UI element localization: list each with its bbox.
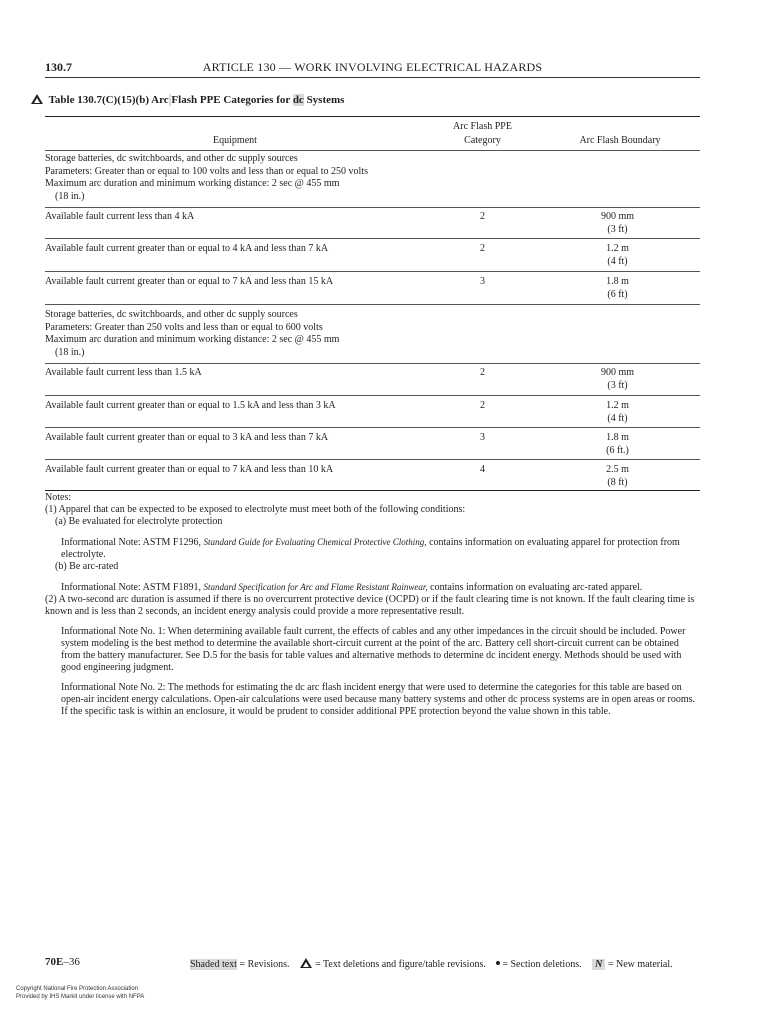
boundary-imperial: (3 ft) bbox=[607, 379, 628, 391]
info-note-text: contains information on evaluating arc-rated apparel. bbox=[430, 582, 643, 593]
boundary-imperial: (4 ft) bbox=[607, 255, 628, 267]
group1-line3: Maximum arc duration and minimum working distance: 2 sec @ 455 mm bbox=[45, 178, 340, 189]
table-row-equipment: Available fault current greater than or equal to 7 kA and less than 15 kA bbox=[45, 276, 334, 287]
legend-shaded-text: = Revisions. bbox=[239, 959, 290, 970]
informational-note-f1891 bbox=[45, 581, 700, 594]
boundary-metric: 1.2 m bbox=[606, 243, 629, 254]
header-category-line1: Arc Flash PPE bbox=[453, 121, 512, 132]
page-footer bbox=[45, 956, 700, 972]
info-note-text: Informational Note: ASTM F1296, bbox=[61, 537, 201, 548]
legend-bullet-text: = Section deletions. bbox=[502, 959, 582, 970]
boundary-imperial: (3 ft) bbox=[607, 223, 628, 235]
table-row-equipment: Available fault current less than 4 kA bbox=[45, 211, 195, 222]
revision-delta-icon bbox=[31, 94, 43, 104]
group1-line2: Parameters: Greater than or equal to 100 volts and less than or equal to 250 volts bbox=[45, 165, 368, 177]
group1-block bbox=[45, 153, 465, 203]
table-row-equipment: Available fault current less than 1.5 kA bbox=[45, 367, 202, 378]
note-1: (1) Apparel that can be expected to be exposed to electrolyte must meet both of the following conditions: bbox=[45, 504, 466, 515]
group2-line2: Parameters: Greater than 250 volts and less than or equal to 600 volts bbox=[45, 321, 323, 333]
caption-part-a: Arc bbox=[151, 94, 169, 106]
table-row-category: 2 bbox=[480, 243, 485, 254]
caption-part-c: dc bbox=[292, 94, 304, 106]
legend-new-text: = New material. bbox=[607, 959, 673, 970]
table-row-boundary bbox=[565, 243, 670, 268]
caption-part-b: Flash PPE Categories for bbox=[171, 94, 291, 106]
group2-block bbox=[45, 309, 465, 359]
table-top-rule bbox=[45, 116, 700, 117]
standard-title: Standard Guide for Evaluating Chemical Protective Clothing, bbox=[203, 537, 427, 547]
boundary-imperial: (6 ft.) bbox=[606, 444, 629, 456]
legend-shaded-sample: Shaded text bbox=[190, 959, 237, 970]
boundary-metric: 1.8 m bbox=[606, 432, 629, 443]
legend-delta-icon bbox=[300, 958, 312, 968]
table-row-equipment: Available fault current greater than or equal to 7 kA and less than 10 kA bbox=[45, 464, 334, 475]
header-boundary: Arc Flash Boundary bbox=[579, 135, 661, 146]
table-row-boundary bbox=[565, 400, 670, 425]
table-row-boundary bbox=[565, 432, 670, 457]
info-note-text: contains information on evaluating apparel for protection from electrolyte. bbox=[61, 537, 680, 560]
table-row-category: 3 bbox=[480, 276, 485, 287]
notes-title: Notes: bbox=[45, 492, 72, 503]
group1-line1: Storage batteries, dc switchboards, and other dc supply sources bbox=[45, 153, 298, 164]
note-1a: (a) Be evaluated for electrolyte protection bbox=[55, 516, 223, 527]
header-equipment: Equipment bbox=[213, 135, 257, 146]
informational-note-f1296 bbox=[45, 536, 700, 561]
table-row-equipment: Available fault current greater than or equal to 4 kA and less than 7 kA bbox=[45, 243, 329, 254]
standard-title: Standard Specification for Arc and Flame Resistant Rainwear, bbox=[203, 582, 428, 592]
group1-line4: (18 in.) bbox=[55, 190, 85, 202]
boundary-imperial: (8 ft) bbox=[607, 476, 628, 488]
boundary-imperial: (4 ft) bbox=[607, 412, 628, 424]
copyright-line1: Copyright National Fire Protection Association bbox=[16, 986, 139, 992]
table-notes bbox=[45, 492, 700, 718]
informational-note-2: Informational Note No. 2: The methods for estimating the dc arc flash incident energy that were used to determine the categories for this table are based on open-air incident energy calculations. Open-air calculations were used because many battery systems and other dc process systems are in open areas or rooms. If the specific task is within an enclosure, it would be prudent to consider additional PPE protection beyond the value shown in this table. bbox=[61, 682, 696, 717]
table-row-category: 3 bbox=[480, 432, 485, 443]
note-1b: (b) Be arc-rated bbox=[55, 561, 119, 572]
info-note-text: Informational Note: ASTM F1891, bbox=[61, 582, 201, 593]
row-rule bbox=[45, 271, 700, 272]
table-row-equipment: Available fault current greater than or equal to 1.5 kA and less than 3 kA bbox=[45, 400, 336, 411]
table-bottom-rule bbox=[45, 490, 700, 491]
boundary-metric: 2.5 m bbox=[606, 464, 629, 475]
group2-line3: Maximum arc duration and minimum working distance: 2 sec @ 455 mm bbox=[45, 334, 340, 345]
copyright-notice bbox=[16, 985, 144, 1001]
table-caption bbox=[31, 93, 344, 106]
header-rule-bottom bbox=[45, 150, 700, 151]
page-number-prefix: 70E bbox=[45, 956, 64, 968]
table-row-category: 2 bbox=[480, 367, 485, 378]
table-row-category: 2 bbox=[480, 400, 485, 411]
article-title: ARTICLE 130 — WORK INVOLVING ELECTRICAL HAZARDS bbox=[202, 60, 543, 74]
page-number-suffix: –36 bbox=[63, 956, 80, 968]
caption-part-d: Systems bbox=[306, 94, 345, 106]
informational-note-1: Informational Note No. 1: When determining available fault current, the effects of cables and any other impedances in the circuit should be included. Power system modeling is the best method to determine the available short-circuit current at the point of the arc. Battery cell short-circuit current can be obtained from the battery manufacturer. See D.5 for the basis for table values and alternative methods to determine dc incident energy. Methods should be used with good engineering judgment. bbox=[61, 626, 686, 673]
boundary-metric: 1.8 m bbox=[606, 276, 629, 287]
row-rule bbox=[45, 238, 700, 239]
table-row-category: 4 bbox=[480, 464, 485, 475]
legend-delta-text: = Text deletions and figure/table revisions. bbox=[315, 959, 486, 970]
revision-legend bbox=[190, 957, 673, 970]
table-number: Table 130.7(C)(15)(b) bbox=[48, 94, 149, 106]
row-rule bbox=[45, 304, 700, 305]
table-row-boundary bbox=[565, 276, 670, 301]
legend-bullet-icon bbox=[496, 961, 500, 965]
boundary-imperial: (6 ft) bbox=[607, 288, 628, 300]
row-rule bbox=[45, 427, 700, 428]
row-rule bbox=[45, 207, 700, 208]
table-row-equipment: Available fault current greater than or equal to 3 kA and less than 7 kA bbox=[45, 432, 329, 443]
group2-line1: Storage batteries, dc switchboards, and other dc supply sources bbox=[45, 309, 298, 320]
header-rule bbox=[45, 77, 700, 78]
page-number bbox=[45, 956, 80, 968]
section-number: 130.7 bbox=[45, 60, 72, 74]
table-row-boundary bbox=[565, 367, 670, 392]
row-rule bbox=[45, 395, 700, 396]
table-row-boundary bbox=[565, 464, 670, 489]
note-2: (2) A two-second arc duration is assumed if there is no overcurrent protective device (OCPD) or if the fault clearing time is not known. If the fault clearing time is known and is less than 2 seconds, an incident energy analysis could provide a more representative result. bbox=[45, 594, 695, 617]
row-rule bbox=[45, 459, 700, 460]
boundary-metric: 900 mm bbox=[600, 211, 635, 222]
row-rule bbox=[45, 363, 700, 364]
copyright-line2: Provided by IHS Markit under license with NFPA bbox=[16, 994, 145, 1000]
page-header bbox=[45, 60, 700, 76]
table-row-boundary bbox=[565, 211, 670, 236]
legend-new-icon: N bbox=[592, 959, 605, 970]
header-category-line2: Category bbox=[464, 135, 501, 146]
table-row-category: 2 bbox=[480, 211, 485, 222]
group2-line4: (18 in.) bbox=[55, 346, 85, 358]
boundary-metric: 900 mm bbox=[600, 367, 635, 378]
boundary-metric: 1.2 m bbox=[606, 400, 629, 411]
